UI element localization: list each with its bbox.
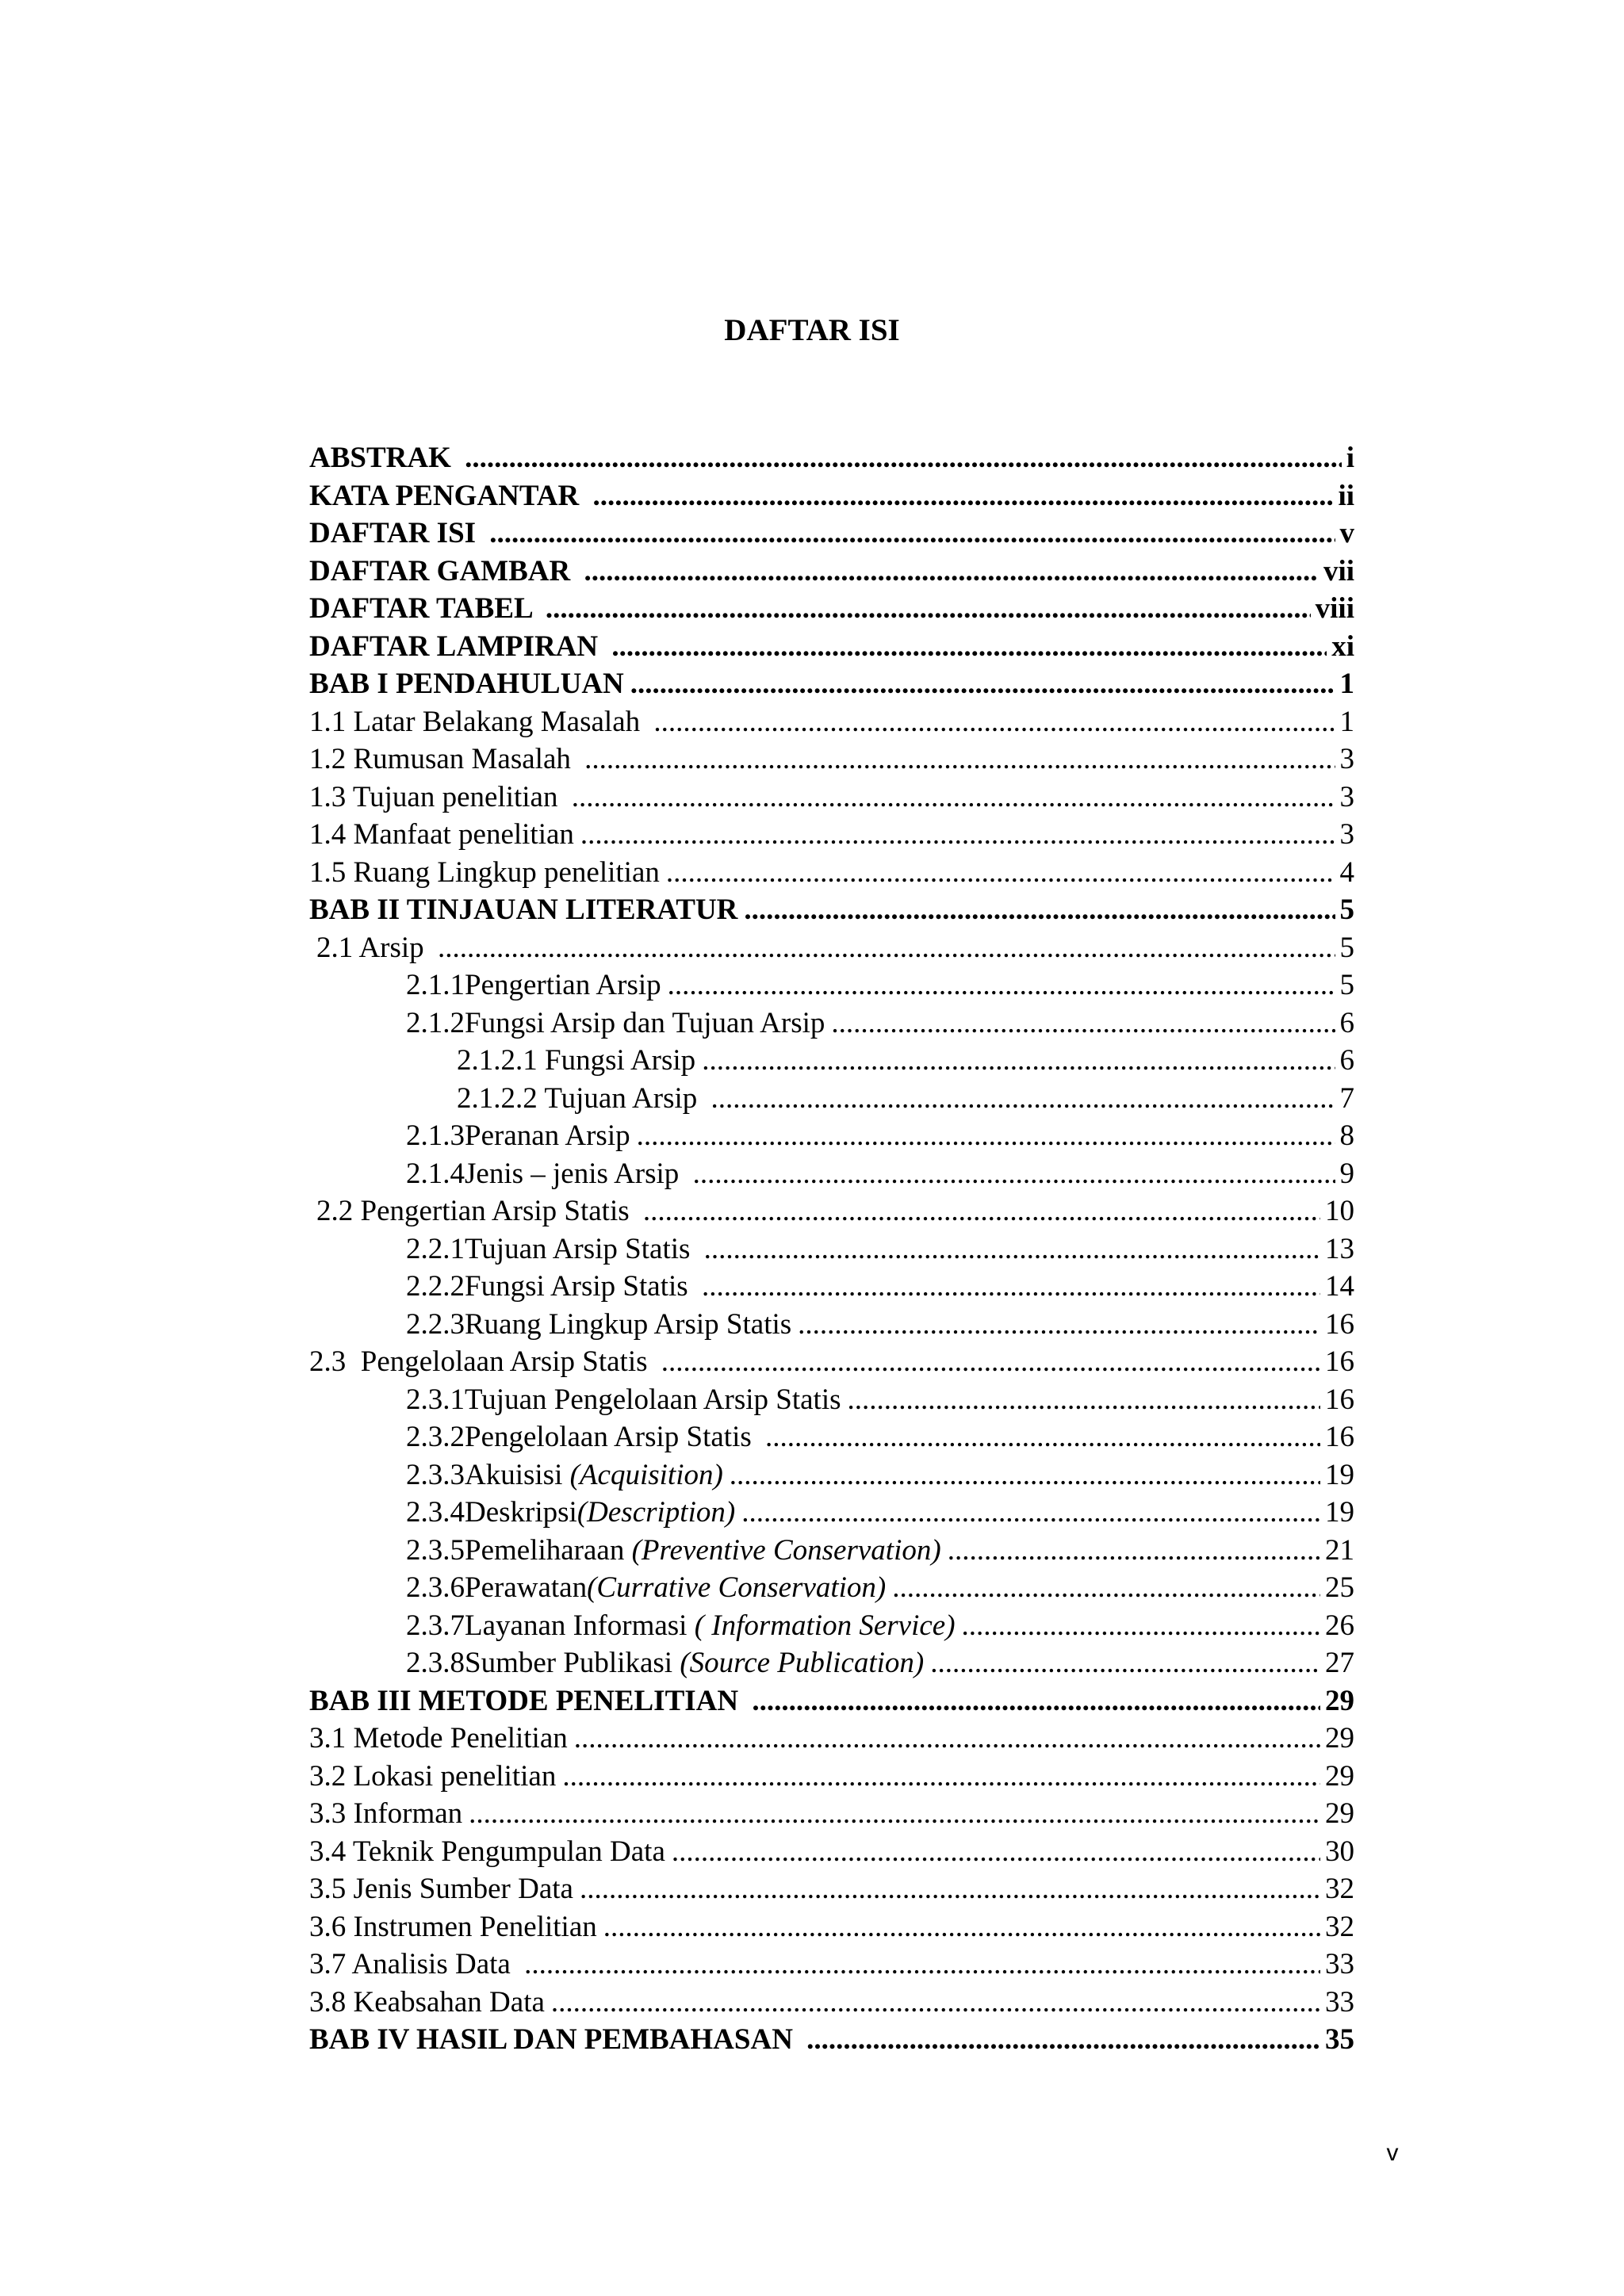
toc-entry-page: 6	[1339, 1044, 1354, 1077]
toc-entry-number: 2.1.1	[406, 969, 465, 1001]
toc-entry-label	[465, 1381, 841, 1419]
toc-entry-number: 2.1.2	[406, 1006, 465, 1039]
toc-entry-label	[309, 891, 737, 929]
toc-dot-leader	[930, 1644, 1320, 1682]
toc-entry-label	[309, 816, 574, 854]
toc-entry-label	[309, 628, 605, 666]
toc-dot-leader	[948, 1532, 1320, 1570]
toc-dot-leader	[741, 1494, 1320, 1532]
toc-entry-page: 32	[1325, 1910, 1354, 1943]
toc-entry-page: 3	[1339, 743, 1354, 775]
toc-entry-page: 6	[1339, 1006, 1354, 1039]
toc-entry-label	[465, 1306, 791, 1344]
toc-entry-label-text: BAB I PENDAHULUAN	[309, 668, 624, 700]
toc-entry	[309, 1004, 1354, 1043]
toc-dot-leader	[806, 2021, 1320, 2059]
toc-entry-label-text: 3.5 Jenis Sumber Data	[309, 1873, 573, 1905]
toc-entry-page: 16	[1325, 1345, 1354, 1378]
toc-dot-leader	[668, 966, 1335, 1004]
toc-entry-page: 3	[1339, 818, 1354, 851]
toc-entry-label	[465, 1230, 698, 1269]
toc-entry	[309, 1833, 1354, 1871]
toc-entry-page: 7	[1339, 1081, 1354, 1115]
toc-dot-leader	[672, 1833, 1320, 1871]
toc-entry-label	[465, 1644, 924, 1682]
toc-entry-page: vii	[1323, 554, 1354, 587]
toc-entry-label	[465, 1532, 941, 1570]
toc-entry-label-text: DAFTAR TABEL	[309, 592, 539, 625]
toc-entry-label-italic: (Description)	[576, 1496, 736, 1529]
toc-entry-label-text: Tujuan Pengelolaan Arsip Statis	[465, 1383, 841, 1416]
toc-entry-page: 5	[1339, 969, 1354, 1001]
toc-dot-leader	[489, 515, 1335, 553]
toc-entry	[309, 1984, 1354, 2022]
toc-entry	[309, 1720, 1354, 1758]
toc-entry-label-text: Jenis – jenis Arsip	[465, 1157, 687, 1190]
toc-entry-label	[465, 1155, 687, 1193]
toc-entry-label	[309, 1720, 568, 1758]
toc-entry-page: 16	[1325, 1307, 1354, 1341]
toc-entry	[309, 1343, 1354, 1381]
toc-entry-label	[316, 1192, 637, 1230]
toc-entry-page: 27	[1325, 1647, 1354, 1679]
toc-entry	[309, 1607, 1354, 1645]
toc-entry-label-text: Peranan Arsip	[465, 1119, 630, 1152]
toc-entry-page: xi	[1331, 629, 1354, 663]
toc-entry-label-text: BAB IV HASIL DAN PEMBAHASAN	[309, 2023, 801, 2056]
toc-entry	[309, 1230, 1354, 1269]
toc-entry-label-text: DAFTAR GAMBAR	[309, 554, 578, 587]
toc-entry-label	[309, 1946, 518, 1984]
toc-entry-label	[309, 665, 624, 703]
toc-entry-page: 29	[1325, 1797, 1354, 1830]
toc-entry-page: 26	[1325, 1609, 1354, 1642]
toc-entry-label	[465, 1117, 630, 1155]
toc-entry-number: 2.3.3	[406, 1458, 465, 1491]
toc-dot-leader	[572, 779, 1335, 817]
toc-entry-number: 2.3.1	[406, 1383, 465, 1416]
toc-dot-leader	[666, 854, 1335, 892]
toc-entry-label-italic: ( Information Service)	[694, 1609, 956, 1642]
toc-dot-leader	[637, 1117, 1335, 1155]
toc-entry-label	[457, 1080, 705, 1118]
toc-entry-page: v	[1339, 517, 1354, 549]
toc-entry-label-text: Akuisisi	[465, 1458, 570, 1491]
toc-entry-label-text: 2.1.2.1 Fungsi Arsip	[457, 1044, 696, 1077]
toc-entry-page: 19	[1325, 1458, 1354, 1491]
toc-entry-label-text: BAB III METODE PENELITIAN	[309, 1684, 746, 1717]
toc-entry-page: 5	[1339, 931, 1354, 964]
toc-entry-label-italic: (Currative Conservation)	[587, 1571, 887, 1604]
toc-entry	[309, 1494, 1354, 1532]
toc-entry	[309, 1569, 1354, 1607]
toc-entry-label	[465, 1418, 759, 1456]
toc-entry-label	[309, 1833, 665, 1871]
toc-dot-leader	[611, 628, 1327, 666]
toc-entry-label-italic: (Source Publication)	[680, 1647, 925, 1679]
toc-entry	[309, 1532, 1354, 1570]
toc-entry-label-text: KATA PENGANTAR	[309, 479, 587, 512]
toc-dot-leader	[603, 1908, 1320, 1946]
toc-entry	[309, 1456, 1354, 1494]
toc-entry-number: 2.2.3	[406, 1307, 465, 1341]
toc-entry-label	[309, 477, 586, 515]
toc-entry-label-text: Perawatan	[465, 1571, 588, 1604]
toc-dot-leader	[831, 1004, 1335, 1043]
toc-entry-label	[465, 1607, 956, 1645]
toc-entry-label	[309, 740, 578, 779]
toc-entry	[309, 740, 1354, 779]
toc-dot-leader	[551, 1984, 1320, 2022]
toc-entry-label-text: 3.2 Lokasi penelitian	[309, 1759, 557, 1793]
toc-entry-label	[309, 590, 539, 628]
toc-entry-number: 2.1.3	[406, 1119, 465, 1152]
toc-entry-label-text: 3.3 Informan	[309, 1797, 463, 1830]
toc-entry-label-italic: (Acquisition)	[569, 1458, 723, 1491]
toc-dot-leader	[848, 1381, 1321, 1419]
toc-entry-page: 13	[1325, 1232, 1354, 1265]
toc-entry-label	[309, 703, 647, 741]
toc-entry	[309, 1268, 1354, 1306]
toc-entry-number: 2.2.2	[406, 1270, 465, 1303]
toc-dot-leader	[765, 1418, 1320, 1456]
toc-entry-label-text: 2.1.2.2 Tujuan Arsip	[457, 1081, 705, 1115]
toc-entry-label	[316, 929, 431, 967]
toc-entry-label-text: Pengelolaan Arsip Statis	[465, 1421, 759, 1453]
toc-entry-label-italic: (Preventive Conservation)	[631, 1533, 941, 1567]
toc-entry	[309, 1682, 1354, 1720]
toc-entry	[309, 1870, 1354, 1908]
toc-dot-leader	[704, 1230, 1320, 1269]
toc-entry-number: 2.3.2	[406, 1421, 465, 1453]
toc-dot-leader	[584, 553, 1318, 591]
toc-entry-label	[309, 439, 458, 477]
toc-entry	[309, 816, 1354, 854]
toc-entry-page: ii	[1338, 479, 1354, 512]
toc-entry-label-text: 3.7 Analisis Data	[309, 1948, 519, 1980]
toc-entry	[309, 966, 1354, 1004]
toc-entry-label-text: Sumber Publikasi	[465, 1647, 680, 1679]
toc-entry-label	[457, 1042, 695, 1080]
toc-entry-label-text: 2.2 Pengertian Arsip Statis	[316, 1195, 637, 1227]
toc-dot-leader	[798, 1306, 1320, 1344]
toc-entry-page: 33	[1325, 1948, 1354, 1980]
toc-entry-number: 2.3.7	[406, 1609, 465, 1642]
toc-dot-leader	[465, 439, 1342, 477]
toc-dot-leader	[693, 1155, 1335, 1193]
toc-dot-leader	[643, 1192, 1320, 1230]
toc-entry-label	[309, 515, 483, 553]
toc-entry	[309, 1192, 1354, 1230]
page-number: v	[1386, 2140, 1399, 2166]
toc-entry-label-text: 1.4 Manfaat penelitian	[309, 818, 574, 851]
toc-entry-label	[465, 1268, 695, 1306]
toc-entry-label-text: BAB II TINJAUAN LITERATUR	[309, 894, 738, 926]
toc-dot-leader	[752, 1682, 1320, 1720]
toc-entry-label-text: Fungsi Arsip Statis	[465, 1270, 695, 1303]
toc-entry-label	[309, 1795, 462, 1833]
toc-entry	[309, 1080, 1354, 1118]
toc-entry	[309, 1117, 1354, 1155]
toc-entry-label	[309, 1682, 745, 1720]
toc-entry-label	[309, 1870, 573, 1908]
toc-entry-label-text: Pengertian Arsip	[465, 969, 661, 1001]
toc-entry-page: 9	[1339, 1157, 1354, 1190]
toc-entry-label-text: 1.2 Rumusan Masalah	[309, 743, 579, 775]
toc-entry-label-text: DAFTAR ISI	[309, 517, 484, 549]
toc-entry-label-text: 1.3 Tujuan penelitian	[309, 780, 565, 813]
toc-entry	[309, 665, 1354, 703]
toc-entry-page: 3	[1339, 780, 1354, 813]
toc-entry-page: 4	[1339, 855, 1354, 889]
toc-dot-leader	[574, 1720, 1320, 1758]
toc-entry-label	[465, 1494, 735, 1532]
toc-entry-label	[465, 1569, 886, 1607]
toc-entry-label-text: Pemeliharaan	[465, 1533, 632, 1567]
toc-entry-page: 29	[1325, 1684, 1354, 1717]
toc-entry-number: 2.2.1	[406, 1232, 465, 1265]
toc-entry	[309, 1908, 1354, 1946]
toc-entry-label-text: 3.1 Metode Penelitian	[309, 1722, 568, 1755]
toc-entry-number: 2.3.5	[406, 1533, 465, 1567]
toc-entry	[309, 515, 1354, 553]
toc-entry	[309, 779, 1354, 817]
toc-entry-page: i	[1346, 442, 1354, 474]
toc-dot-leader	[584, 740, 1335, 779]
toc-dot-leader	[438, 929, 1335, 967]
toc-entry-page: 21	[1325, 1533, 1354, 1567]
toc-entry-number: 2.3.6	[406, 1571, 465, 1604]
toc-entry-label-text: 1.5 Ruang Lingkup penelitian	[309, 855, 660, 889]
toc-entry-page: 1	[1339, 668, 1354, 700]
toc-entry-page: 14	[1325, 1270, 1354, 1303]
toc-entry-label-text: Deskripsi	[465, 1496, 577, 1529]
toc-entry	[309, 590, 1354, 628]
toc-entry-page: 16	[1325, 1421, 1354, 1453]
toc-entry-label	[309, 553, 577, 591]
toc-entry-label	[309, 1908, 597, 1946]
toc-dot-leader	[580, 1870, 1320, 1908]
toc-entry-page: 10	[1325, 1195, 1354, 1227]
toc-entry	[309, 1381, 1354, 1419]
toc-entry-page: 5	[1339, 894, 1354, 926]
toc-entry-page: 8	[1339, 1119, 1354, 1152]
toc-entry-label-text: DAFTAR LAMPIRAN	[309, 629, 606, 663]
toc-entry-page: 32	[1325, 1873, 1354, 1905]
toc-entry	[309, 703, 1354, 741]
toc-dot-leader	[653, 703, 1335, 741]
toc-entry	[309, 2021, 1354, 2059]
toc-entry-label	[309, 854, 660, 892]
toc-entry-label-text: Layanan Informasi	[465, 1609, 695, 1642]
toc-entry	[309, 553, 1354, 591]
toc-entry-label-text: Ruang Lingkup Arsip Statis	[465, 1307, 792, 1341]
toc-dot-leader	[702, 1042, 1335, 1080]
toc-entry-page: 1	[1339, 705, 1354, 738]
toc-entry	[309, 929, 1354, 967]
toc-entry-label	[309, 1758, 556, 1796]
toc-dot-leader	[744, 891, 1335, 929]
toc-dot-leader	[546, 590, 1311, 628]
toc-entry-label	[309, 779, 565, 817]
toc-entry-label-text: ABSTRAK	[309, 442, 459, 474]
toc-entry	[309, 1758, 1354, 1796]
toc-dot-leader	[661, 1343, 1320, 1381]
toc-entry	[309, 1946, 1354, 1984]
toc-entry-label	[465, 1456, 723, 1494]
toc-entry-label-text: 3.4 Teknik Pengumpulan Data	[309, 1835, 665, 1868]
toc-entry	[309, 1795, 1354, 1833]
toc-entry-label	[465, 966, 661, 1004]
toc-entry-number: 2.3.4	[406, 1496, 465, 1529]
toc-entry-page: 33	[1325, 1985, 1354, 2019]
toc-entry-label	[309, 1343, 655, 1381]
toc-entry-page: 19	[1325, 1496, 1354, 1529]
toc-entry-page: viii	[1315, 592, 1354, 625]
toc-entry-label	[309, 2021, 800, 2059]
toc-entry-page: 29	[1325, 1759, 1354, 1793]
toc-dot-leader	[962, 1607, 1320, 1645]
toc-dot-leader	[630, 665, 1335, 703]
toc-dot-leader	[469, 1795, 1320, 1833]
toc-entry-label-text: Fungsi Arsip dan Tujuan Arsip	[465, 1006, 825, 1039]
toc-entry-label-text: 1.1 Latar Belakang Masalah	[309, 705, 648, 738]
toc-entry	[309, 1042, 1354, 1080]
toc-dot-leader	[580, 816, 1335, 854]
toc-entry	[309, 1418, 1354, 1456]
toc-entry	[309, 854, 1354, 892]
toc-entry-label-text: 2.1 Arsip	[316, 931, 431, 964]
table-of-contents	[309, 439, 1354, 2059]
toc-entry-page: 30	[1325, 1835, 1354, 1868]
toc-entry-label	[309, 1984, 545, 2022]
toc-dot-leader	[524, 1946, 1320, 1984]
toc-entry-label-text: 3.8 Keabsahan Data	[309, 1985, 545, 2019]
toc-entry	[309, 477, 1354, 515]
toc-entry-label-text: Tujuan Arsip Statis	[465, 1232, 698, 1265]
toc-entry-label-text: 3.6 Instrumen Penelitian	[309, 1910, 597, 1943]
toc-entry-number: 2.3.8	[406, 1647, 465, 1679]
toc-entry	[309, 1306, 1354, 1344]
page-title: DAFTAR ISI	[724, 313, 900, 347]
toc-dot-leader	[730, 1456, 1320, 1494]
toc-dot-leader	[892, 1569, 1320, 1607]
toc-entry-label	[465, 1004, 825, 1043]
toc-entry	[309, 628, 1354, 666]
toc-entry	[309, 1644, 1354, 1682]
toc-entry	[309, 439, 1354, 477]
toc-dot-leader	[711, 1080, 1335, 1118]
toc-dot-leader	[702, 1268, 1320, 1306]
toc-entry-page: 29	[1325, 1722, 1354, 1755]
toc-entry-page: 25	[1325, 1571, 1354, 1604]
toc-entry-number: 2.1.4	[406, 1157, 465, 1190]
toc-dot-leader	[562, 1758, 1320, 1796]
toc-entry	[309, 891, 1354, 929]
toc-entry-label-text: 2.3 Pengelolaan Arsip Statis	[309, 1345, 655, 1378]
toc-entry-page: 16	[1325, 1383, 1354, 1416]
toc-entry	[309, 1155, 1354, 1193]
toc-entry-page: 35	[1325, 2023, 1354, 2056]
toc-dot-leader	[592, 477, 1333, 515]
